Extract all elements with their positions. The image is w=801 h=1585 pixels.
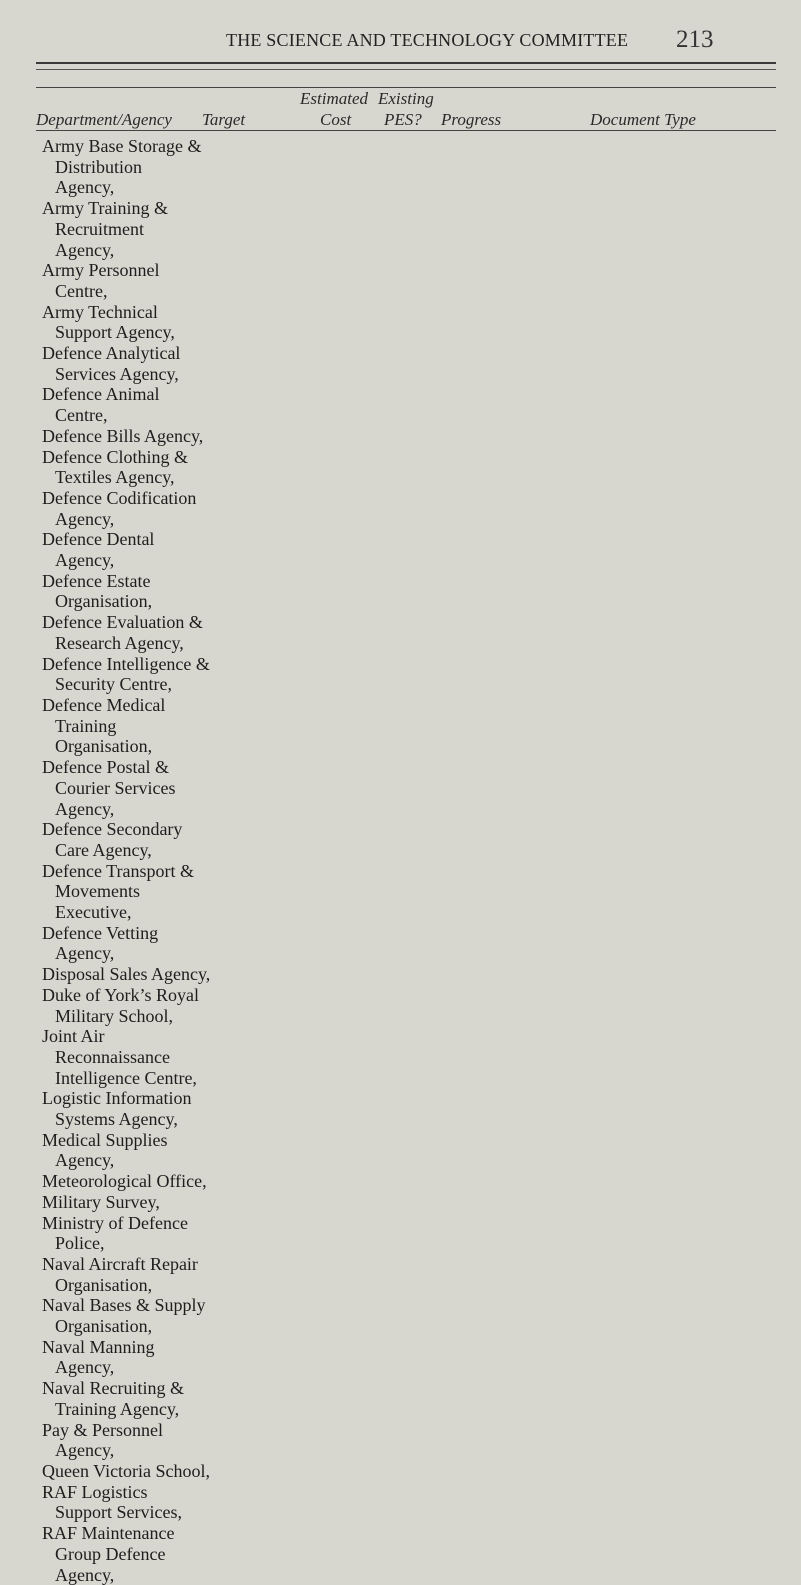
agency-name-continuation: Reconnaissance (55, 1046, 170, 1067)
agency-name-continuation: Organisation, (55, 1274, 153, 1295)
agency-name-line: Defence Dental (42, 529, 155, 550)
agency-entry (42, 488, 302, 529)
agency-entry (42, 1254, 302, 1295)
agency-entry (42, 654, 302, 695)
column-header-document-type: Document Type (590, 110, 696, 129)
agency-entry (42, 1482, 302, 1523)
agency-name-continuation: Executive, (55, 902, 132, 923)
agency-name-continuation: Distribution (55, 156, 143, 177)
agency-entry (42, 447, 302, 488)
agency-name-continuation: Support Services, (55, 1502, 182, 1523)
agency-name-continuation: Organisation, (55, 736, 153, 757)
agency-name-line: Defence Analytical (42, 343, 181, 364)
agency-name-line: Army Base Storage & (42, 136, 202, 156)
column-header-department: Department/Agency (36, 110, 172, 129)
agency-name-continuation: Care Agency, (55, 839, 152, 860)
agency-name-line: Army Technical (42, 301, 158, 322)
agency-name-continuation: Research Agency, (55, 632, 184, 653)
agency-name-continuation: Military School, (55, 1005, 173, 1026)
agency-name-line: Defence Postal & (42, 757, 169, 778)
agency-name-continuation: Training (55, 715, 117, 736)
agency-name-line: Logistic Information (42, 1088, 192, 1109)
agency-name-continuation: Support Agency, (55, 322, 175, 343)
agency-name-continuation: Security Centre, (55, 674, 172, 695)
agency-entry (42, 529, 302, 570)
agency-name-line: Army Personnel (42, 260, 160, 281)
agency-name-line: Military Survey, (42, 1191, 160, 1212)
agency-name-continuation: Agency, (55, 798, 115, 819)
agency-name-line: Defence Medical (42, 694, 166, 715)
agency-name-line: RAF Logistics (42, 1481, 148, 1502)
agency-entry (42, 861, 302, 923)
agency-entry (42, 260, 302, 301)
agency-entry (42, 1420, 302, 1461)
agency-name-line: Naval Recruiting & (42, 1378, 184, 1399)
agency-name-line: Meteorological Office, (42, 1171, 207, 1192)
agency-entry (42, 1088, 302, 1129)
agency-name-continuation: Organisation, (55, 1316, 153, 1337)
agency-entry (42, 1378, 302, 1419)
agency-name-continuation: Textiles Agency, (55, 467, 175, 488)
agency-entry (42, 923, 302, 964)
agency-entry (42, 819, 302, 860)
agency-entry (42, 695, 302, 757)
agency-name-line: Medical Supplies (42, 1129, 168, 1150)
agency-entry (42, 426, 302, 447)
agency-name-line: Queen Victoria School, (42, 1461, 211, 1481)
agency-entry (42, 1213, 302, 1254)
agency-entry (42, 964, 302, 985)
agency-name-continuation: Police, (55, 1233, 105, 1254)
table-header-bottom-rule (36, 130, 776, 131)
agency-name-line: Defence Codification (42, 487, 197, 508)
column-header-target: Target (202, 110, 246, 129)
agency-name-continuation: Agency, (55, 508, 115, 529)
agency-name-line: Naval Bases & Supply (42, 1295, 206, 1316)
agency-name-continuation: Agency, (55, 1150, 115, 1171)
agency-entry (42, 612, 302, 653)
agency-name-continuation: Group Defence (55, 1543, 166, 1564)
agency-name-line: Defence Animal (42, 384, 160, 405)
agency-name-continuation: Agency, (55, 239, 115, 260)
agency-name-continuation: Agency, (55, 943, 115, 964)
agency-name-line: Defence Evaluation & (42, 612, 203, 633)
agency-entry (42, 1461, 302, 1482)
agency-name-line: Disposal Sales Agency, (42, 964, 211, 985)
agency-name-continuation: Courier Services (55, 777, 176, 798)
agency-entry (42, 1192, 302, 1213)
agency-name-line: Joint Air (42, 1026, 105, 1047)
agency-entry (42, 757, 302, 819)
agency-entry (42, 136, 302, 198)
agency-name-continuation: Systems Agency, (55, 1109, 178, 1130)
agency-entry (42, 343, 302, 384)
agency-name-line: Defence Estate (42, 570, 151, 591)
agency-name-continuation: Agency, (55, 1440, 115, 1461)
column-header-pes: PES? (384, 110, 422, 129)
agency-name-continuation: Centre, (55, 405, 108, 426)
column-header-cost: Cost (320, 110, 352, 129)
agency-name-line: Defence Bills Agency, (42, 425, 204, 446)
agency-entry (42, 1523, 302, 1585)
agency-entry (42, 571, 302, 612)
page-number: 213 (676, 26, 714, 53)
agency-name-continuation: Movements (55, 881, 140, 902)
agency-name-line: Naval Aircraft Repair (42, 1253, 198, 1274)
agency-entry (42, 198, 302, 260)
agency-name-continuation: Recruitment (55, 218, 144, 239)
agency-name-line: RAF Maintenance (42, 1523, 175, 1544)
agency-name-continuation: Training Agency, (55, 1398, 180, 1419)
agency-name-continuation: Intelligence Centre, (55, 1067, 197, 1088)
agency-name-continuation: Centre, (55, 280, 108, 301)
column-header-progress: Progress (441, 110, 502, 129)
agency-entry (42, 985, 302, 1026)
agency-name-line: Ministry of Defence (42, 1212, 188, 1233)
agency-name-line: Defence Secondary (42, 819, 183, 840)
agency-name-line: Defence Intelligence & (42, 653, 210, 674)
agency-name-line: Pay & Personnel (42, 1419, 163, 1440)
agency-entry (42, 1130, 302, 1171)
agency-name-line: Duke of York’s Royal (42, 984, 200, 1005)
agency-name-continuation: Agency, (55, 1357, 115, 1378)
agency-name-continuation: Services Agency, (55, 363, 179, 384)
agency-entry (42, 1337, 302, 1378)
agency-name-line: Naval Manning (42, 1336, 155, 1357)
running-title: THE SCIENCE AND TECHNOLOGY COMMITTEE (226, 30, 629, 50)
agency-name-line: Defence Clothing & (42, 446, 188, 467)
agency-entry (42, 302, 302, 343)
agency-name-continuation: Agency, (55, 550, 115, 571)
agency-name-line: Army Training & (42, 198, 169, 219)
column-header-estimated: Estimated (300, 89, 368, 108)
agency-entry (42, 1171, 302, 1192)
table-top-rule (36, 87, 776, 88)
agency-name-continuation: Organisation, (55, 591, 153, 612)
header-double-rule (36, 62, 776, 70)
agency-name-line: Defence Vetting (42, 922, 159, 943)
agency-list (42, 136, 302, 1585)
agency-name-continuation: Agency, (55, 177, 115, 198)
agency-entry (42, 384, 302, 425)
agency-name-line: Defence Transport & (42, 860, 194, 881)
agency-entry (42, 1295, 302, 1336)
agency-name-continuation: Agency, (55, 1564, 115, 1585)
agency-entry (42, 1026, 302, 1088)
column-header-existing: Existing (378, 89, 434, 108)
